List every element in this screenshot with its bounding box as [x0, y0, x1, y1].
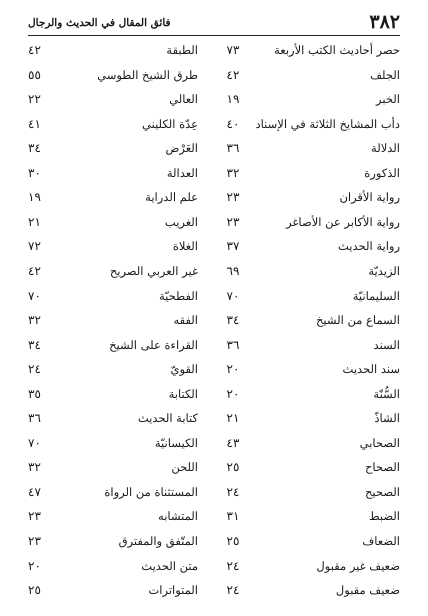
index-row — [0, 480, 428, 505]
page-reference: ١٩ — [28, 190, 41, 205]
index-term: ضعيف مقبول — [335, 583, 400, 598]
page-reference: ٢٢ — [28, 92, 41, 107]
page-reference: ٢٣ — [28, 534, 41, 548]
page-reference: ٣١ — [226, 509, 240, 524]
index-term: السُّنّة — [373, 386, 400, 401]
index-row — [0, 234, 428, 259]
index-term: المتّفق والمفترق — [118, 534, 198, 548]
index-term: اللحن — [171, 460, 198, 475]
index-row — [0, 504, 428, 529]
index-term: الخبر — [376, 92, 400, 107]
page-reference: ٧٢ — [28, 239, 41, 254]
page-reference: ٣٢ — [28, 313, 41, 328]
page-reference: ٧٠ — [28, 288, 41, 303]
page-reference: ٤٧ — [28, 484, 41, 499]
index-term: الفقه — [173, 313, 198, 328]
index-term: الشاذّ — [374, 411, 400, 426]
index-term: سند الحديث — [342, 362, 400, 377]
page-reference: ٢٠ — [226, 362, 240, 377]
index-term: الصحابي — [359, 435, 400, 450]
index-term: المستثناة من الرواة — [104, 484, 198, 499]
header-rule — [28, 35, 400, 36]
page-reference: ٣٥ — [28, 386, 41, 401]
index-row — [0, 431, 428, 456]
index-term: السماع من الشيخ — [315, 313, 400, 328]
page-reference: ٢٠ — [226, 386, 240, 401]
index-row — [0, 161, 428, 186]
index-term: دأب المشايخ الثلاثة في الإسناد — [255, 116, 400, 131]
index-row — [0, 578, 428, 603]
index-term: حصر أحاديث الكتب الأربعة — [274, 43, 400, 57]
page-reference: ٤٣ — [226, 435, 240, 450]
index-term: علم الدراية — [145, 190, 198, 205]
page-reference: ٣٦ — [28, 411, 41, 426]
page-number: ٣٨٢ — [369, 11, 400, 33]
page-reference: ٤٢ — [226, 67, 240, 82]
index-term: عِدّة الكليني — [142, 116, 198, 131]
index-term: الصحيح — [365, 484, 400, 499]
page-reference: ٣٤ — [28, 141, 41, 156]
page-reference: ٣٠ — [28, 165, 41, 180]
index-term: رواية الأقران — [339, 190, 400, 205]
index-row — [0, 529, 428, 554]
index-term: الجلف — [370, 67, 400, 82]
index-row — [0, 406, 428, 431]
index-term: المتواترات — [148, 583, 198, 598]
page-reference: ٣٢ — [28, 460, 41, 475]
index-row — [0, 308, 428, 333]
index-row — [0, 357, 428, 382]
index-term: الضعاف — [362, 534, 400, 548]
index-term: السند — [373, 337, 400, 352]
index-row — [0, 554, 428, 579]
index-row — [0, 259, 428, 284]
page-reference: ٣٢ — [226, 165, 240, 180]
index-term: رواية الحديث — [338, 239, 400, 254]
index-row — [0, 112, 428, 137]
index-row — [0, 455, 428, 480]
index-term: القويّ — [170, 362, 198, 377]
index-term: الزيديّة — [368, 263, 400, 278]
page-reference: ٤١ — [28, 116, 41, 131]
page-reference: ٢٤ — [28, 362, 41, 377]
index-term: الكتابة — [168, 386, 198, 401]
index-term: الطبقة — [166, 43, 198, 57]
page-reference: ٧٠ — [28, 435, 41, 450]
index-term: الكيسانيّة — [154, 435, 198, 450]
page-reference: ٢٣ — [28, 509, 41, 524]
page-reference: ٢١ — [226, 411, 240, 426]
index-term: رواية الأكابر عن الأصاغر — [286, 214, 400, 229]
page-reference: ٣٦ — [226, 141, 240, 156]
index-term: الذكورة — [364, 165, 400, 180]
page-reference: ٤٠ — [226, 116, 240, 131]
index-term: العدالة — [166, 165, 198, 180]
index-term: غير العربي الصريح — [109, 263, 198, 278]
page-reference: ٢١ — [28, 214, 41, 229]
index-row — [0, 382, 428, 407]
index-term: الغلاة — [172, 239, 198, 254]
index-row — [0, 210, 428, 235]
index-term: ضعيف غير مقبول — [316, 558, 400, 573]
page-reference: ٣٤ — [28, 337, 41, 352]
index-term: القراءة على الشيخ — [109, 337, 198, 352]
index-term: الغريب — [164, 214, 198, 229]
page-reference: ٢٤ — [226, 484, 240, 499]
index-term: الدلالة — [371, 141, 400, 156]
page-reference: ٣٦ — [226, 337, 240, 352]
index-term: الضبط — [368, 509, 400, 524]
index-row — [0, 63, 428, 88]
index-row — [0, 136, 428, 161]
page-reference: ٢٣ — [226, 190, 240, 205]
index-term: كتابة الحديث — [137, 411, 198, 426]
index-row — [0, 284, 428, 309]
index-term: المتشابه — [158, 509, 198, 524]
page-reference: ٧٠ — [226, 288, 240, 303]
book-title: فائق المقال في الحديث والرجال — [28, 17, 171, 29]
index-row — [0, 38, 428, 63]
running-head — [28, 10, 400, 36]
index-term: متن الحديث — [141, 558, 198, 573]
page-reference: ٢٣ — [226, 214, 240, 229]
page-reference: ٣٤ — [226, 313, 240, 328]
page-reference: ٣٧ — [226, 239, 240, 254]
index-row — [0, 87, 428, 112]
page-reference: ٢٤ — [226, 583, 240, 598]
page-reference: ٢٠ — [28, 558, 41, 573]
index-term: الفطحيّة — [158, 288, 198, 303]
index-row — [0, 333, 428, 358]
page-reference: ٤٢ — [28, 43, 41, 57]
index-row — [0, 185, 428, 210]
index-entries — [0, 38, 428, 603]
page-reference: ٤٢ — [28, 263, 41, 278]
index-term: السليمانيّة — [352, 288, 400, 303]
page-reference: ٥٥ — [28, 67, 41, 82]
index-term: طرق الشيخ الطوسي — [97, 67, 198, 82]
page-reference: ٢٥ — [226, 534, 240, 548]
page-reference: ٢٤ — [226, 558, 240, 573]
index-term: الصحاح — [364, 460, 400, 475]
page-reference: ١٩ — [226, 92, 240, 107]
page-reference: ٧٣ — [226, 43, 240, 57]
index-term: العَرْض — [165, 141, 198, 156]
page-reference: ٢٥ — [226, 460, 240, 475]
page-reference: ٢٥ — [28, 583, 41, 598]
index-term: العالي — [169, 92, 198, 107]
page-reference: ٦٩ — [226, 263, 240, 278]
